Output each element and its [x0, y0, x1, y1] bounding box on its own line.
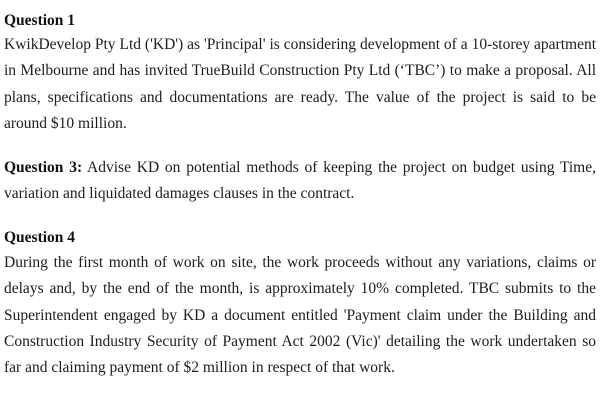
- question-4-body: During the first month of work on site, the work proceeds without any variations, claims or delays and, by the end of the month, is approximately 10% completed. TBC submits to the Superintendent engaged by KD a document entitled 'Payment claim under the Building and Construction Industry Security of Payment Act 2002 (Vic)' detailing the work undertaken so far and claiming payment of $2 million in respect of that work.: [4, 254, 596, 377]
- question-1-body: KwikDevelop Pty Ltd ('KD') as 'Principal' is considering development of a 10-storey apartment in Melbourne and has invited TrueBuild Construction Pty Ltd (‘TBC’) to make a proposal. All plans, specifications and documentations are ready. The value of the project is said to be around $10 million.: [4, 36, 596, 132]
- question-1-heading: Question 1: [4, 12, 76, 29]
- question-3-body: Advise KD on potential methods of keeping the project on budget using Time, variation and liquidated damages clauses in the contract.: [4, 159, 596, 203]
- question-3-paragraph: [4, 155, 596, 208]
- question-3-heading: Question 3:: [4, 159, 83, 176]
- question-4-heading: Question 4: [4, 229, 76, 246]
